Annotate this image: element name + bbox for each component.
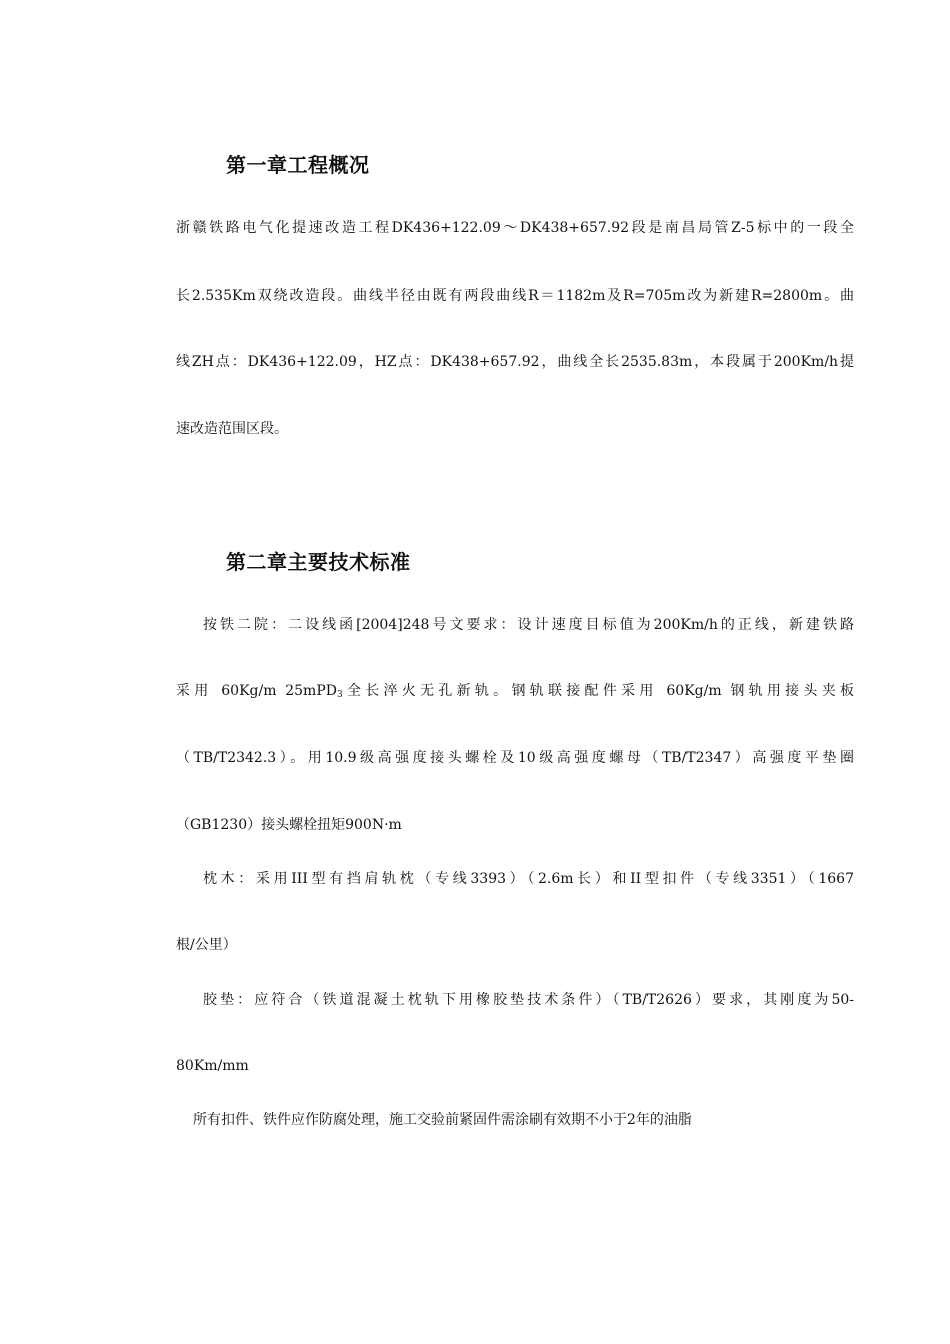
rail-para-line-1: 按铁二院：二设线函[2004]248号文要求：设计速度目标值为200Km/h的正线，新建铁路 <box>203 617 854 633</box>
chapter1-line-4: 速改造范围区段。 <box>176 421 288 437</box>
rail-para-line-2-before: 采用 60Kg/m 25mPD <box>176 683 337 699</box>
chapter1-line-2: 长2.535Km双绕改造段。曲线半径由既有两段曲线R＝1182m及R=705m改为新建R=2800m。曲 <box>176 288 854 304</box>
rail-para-line-2 <box>176 681 854 705</box>
fastener-para-line-1: 所有扣件、铁件应作防腐处理，施工交验前紧固件需涂刷有效期不小于2年的油脂 <box>193 1112 692 1128</box>
rail-para-line-4: （GB1230）接头螺栓扭矩900N·m <box>176 817 402 833</box>
chapter1-title: 第一章工程概况 <box>226 153 370 177</box>
rail-para-line-3: （TB/T2342.3）。用10.9级高强度接头螺栓及10级高强度螺母（TB/T2347）高强度平垫圈 <box>176 750 854 766</box>
sleeper-para-line-1: 枕木：采用III型有挡肩轨枕（专线3393）（2.6m长）和II型扣件（专线3351）（1667 <box>203 871 854 887</box>
rail-para-line-2-after: 全长淬火无孔新轨。钢轨联接配件采用 60Kg/m 钢轨用接头夹板 <box>342 683 854 699</box>
chapter1-line-3: 线ZH点：DK436+122.09，HZ点：DK438+657.92，曲线全长2535.83m，本段属于200Km/h提 <box>176 354 854 370</box>
sleeper-para-line-2: 根/公里） <box>176 937 237 953</box>
chapter2-title: 第二章主要技术标准 <box>226 550 411 574</box>
chapter1-line-1: 浙赣铁路电气化提速改造工程DK436+122.09～DK438+657.92段是南昌局管Z-5标中的一段全 <box>176 220 854 236</box>
pad-para-line-1: 胶垫：应符合（铁道混凝土枕轨下用橡胶垫技术条件）（TB/T2626）要求，其刚度为50- <box>203 992 854 1008</box>
rail-para-line-2-sub: 3 <box>336 690 343 700</box>
pad-para-line-2: 80Km/mm <box>176 1058 249 1074</box>
